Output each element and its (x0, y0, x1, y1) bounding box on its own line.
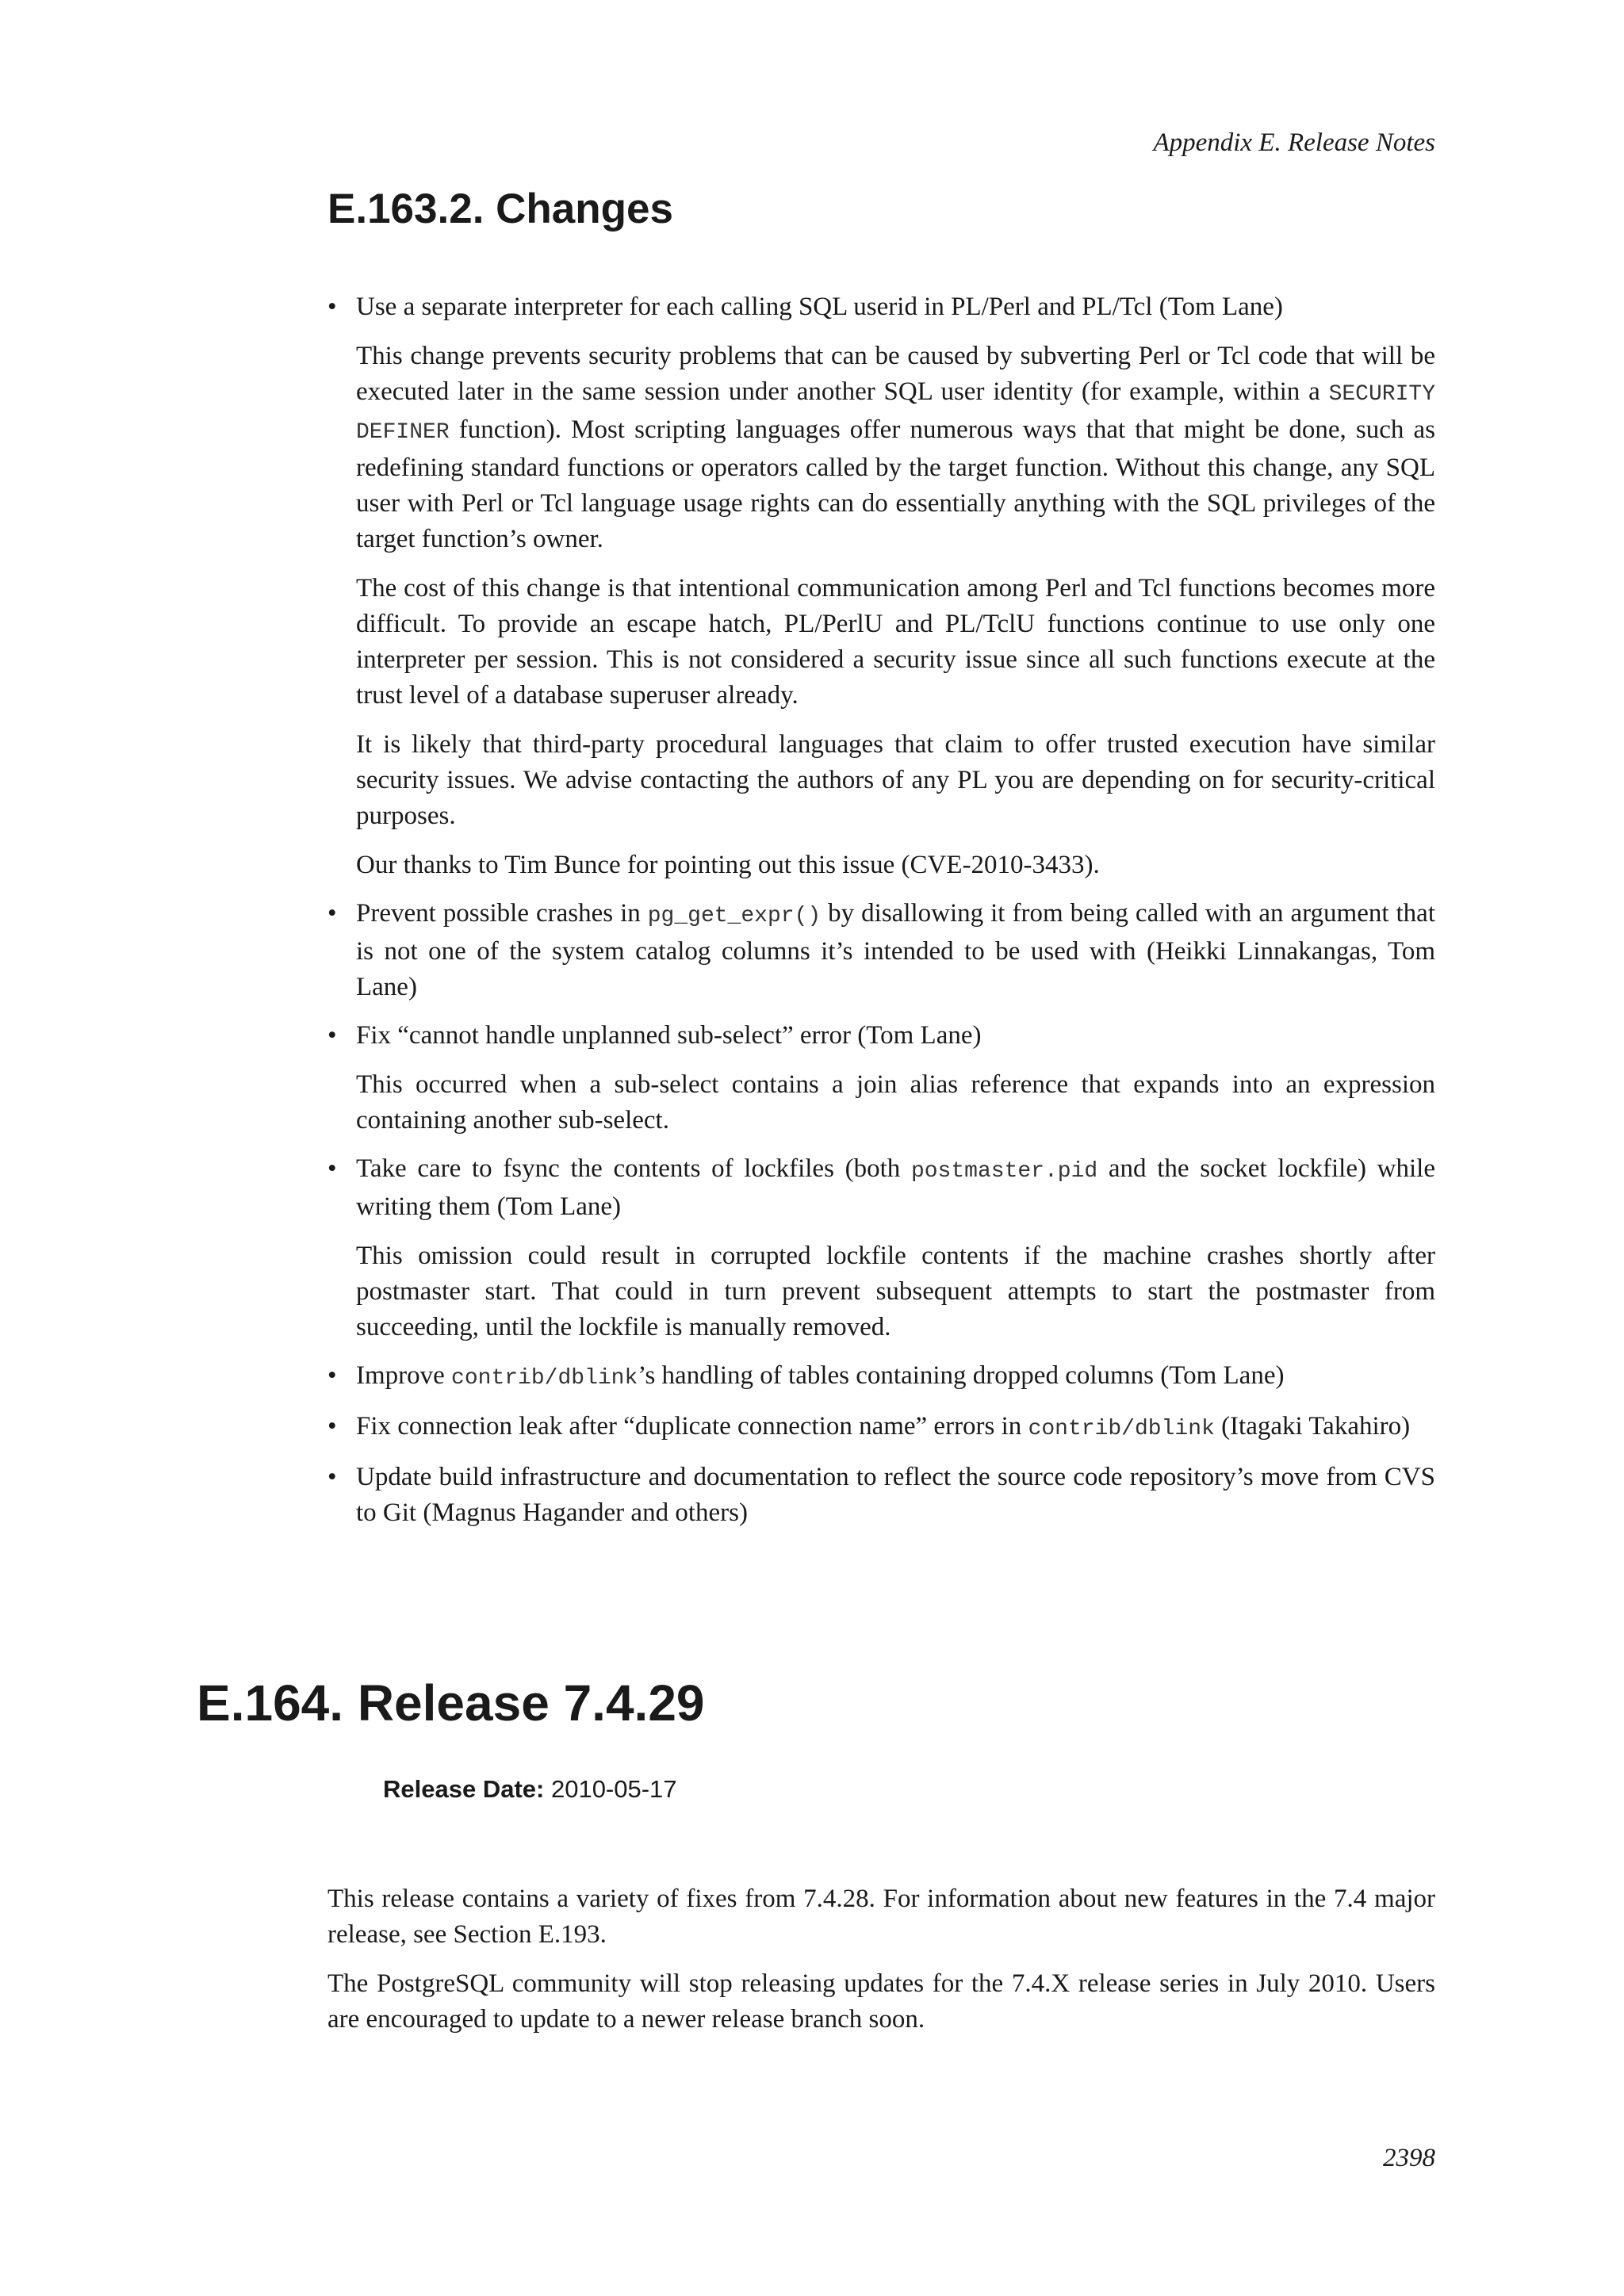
bullet: • (327, 293, 337, 321)
inline-code: contrib/dblink (1028, 1417, 1215, 1441)
list-item (327, 896, 1435, 1005)
bullet: • (327, 1412, 337, 1441)
paragraph (356, 1409, 1435, 1447)
section-title: E.164. Release 7.4.29 (197, 1674, 705, 1732)
paragraph: The PostgreSQL community will stop releasing updates for the 7.4.X release series in July 2010. Users are encouraged to update to a newer release branch soon. (327, 1969, 1435, 2034)
release-date-label: Release Date: (383, 1775, 545, 1803)
running-header: Appendix E. Release Notes (1153, 128, 1435, 157)
paragraph (356, 339, 1435, 557)
inline-code: SECURITY DEFINER (356, 382, 1435, 445)
release-body (327, 1881, 1435, 2051)
bullet: • (327, 1463, 337, 1491)
page-number: 2398 (1383, 2144, 1435, 2172)
text-run: Improve (356, 1361, 452, 1390)
text-run: by disallowing it from being called with an argument that is not one of the system catalog columns it’s intended to be used with (Heikki Linnakangas, Tom Lane) (356, 899, 1435, 1001)
bullet: • (327, 1361, 337, 1390)
changes-list (327, 289, 1435, 1544)
inline-code: postmaster.pid (910, 1159, 1098, 1184)
paragraph: This omission could result in corrupted lockfile contents if the machine crashes shortly after postmaster start. That could in turn prevent subsequent attempts to start the postmaster from succeeding, until the lockfile is manually removed. (356, 1242, 1435, 1341)
paragraph: This release contains a variety of fixes from 7.4.28. For information about new features in the 7.4 major release, see Section E.193. (327, 1885, 1435, 1949)
text-run: This change prevents security problems that can be caused by subverting Perl or Tcl code that will be executed later in the same session under another SQL user identity (for example, within a (356, 342, 1435, 406)
list-item (327, 1460, 1435, 1531)
paragraph: This occurred when a sub-select contains a join alias reference that expands into an expression containing another sub-select. (356, 1070, 1435, 1135)
bullet: • (327, 899, 337, 928)
paragraph: Use a separate interpreter for each calling SQL userid in PL/Perl and PL/Tcl (Tom Lane) (356, 293, 1283, 321)
bullet: • (327, 1021, 337, 1050)
paragraph (356, 896, 1435, 1005)
inline-code: pg_get_expr() (647, 904, 822, 928)
paragraph: Our thanks to Tim Bunce for pointing out this issue (CVE-2010-3433). (356, 851, 1100, 879)
paragraph: The cost of this change is that intentional communication among Perl and Tcl functions becomes more difficult. To provide an escape hatch, PL/PerlU and PL/TclU functions continue to use only one interpreter per session. This is not considered a security issue since all such functions execute at the trust level of a database superuser already. (356, 574, 1435, 710)
release-date-value: 2010-05-17 (550, 1775, 677, 1803)
text-run: (Itagaki Takahiro) (1214, 1412, 1411, 1441)
paragraph: Update build infrastructure and documentation to reflect the source code repository’s move from CVS to Git (Magnus Hagander and others) (356, 1463, 1435, 1527)
list-item (327, 1358, 1435, 1396)
text-run: and the socket lockfile) while writing them (Tom Lane) (356, 1154, 1435, 1221)
list-item (327, 1151, 1435, 1345)
bullet: • (327, 1154, 337, 1183)
text-run: ’s handling of tables containing dropped columns (Tom Lane) (638, 1361, 1285, 1390)
text-run: function). Most scripting languages offer numerous ways that that might be done, such as redefining standard functions or operators called by the target function. Without this change, any SQL user with Perl or Tcl language usage rights can do essentially anything with the SQL privileges of the target function’s owner. (356, 415, 1435, 553)
text-run: Take care to fsync the contents of lockfiles (both (356, 1154, 911, 1183)
paragraph (356, 1358, 1435, 1396)
list-item (327, 1018, 1435, 1138)
paragraph: It is likely that third-party procedural languages that claim to offer trusted execution have similar security issues. We advise contacting the authors of any PL you are depending on for security-critical purposes. (356, 730, 1435, 830)
subsection-title: E.163.2. Changes (327, 186, 673, 232)
paragraph: Fix “cannot handle unplanned sub-select” error (Tom Lane) (356, 1021, 982, 1050)
release-date (383, 1774, 677, 1805)
text-run: Prevent possible crashes in (356, 899, 648, 928)
text-run: Fix connection leak after “duplicate connection name” errors in (356, 1412, 1028, 1441)
list-item (327, 289, 1435, 883)
list-item (327, 1409, 1435, 1447)
paragraph (356, 1151, 1435, 1225)
inline-code: contrib/dblink (451, 1366, 638, 1391)
